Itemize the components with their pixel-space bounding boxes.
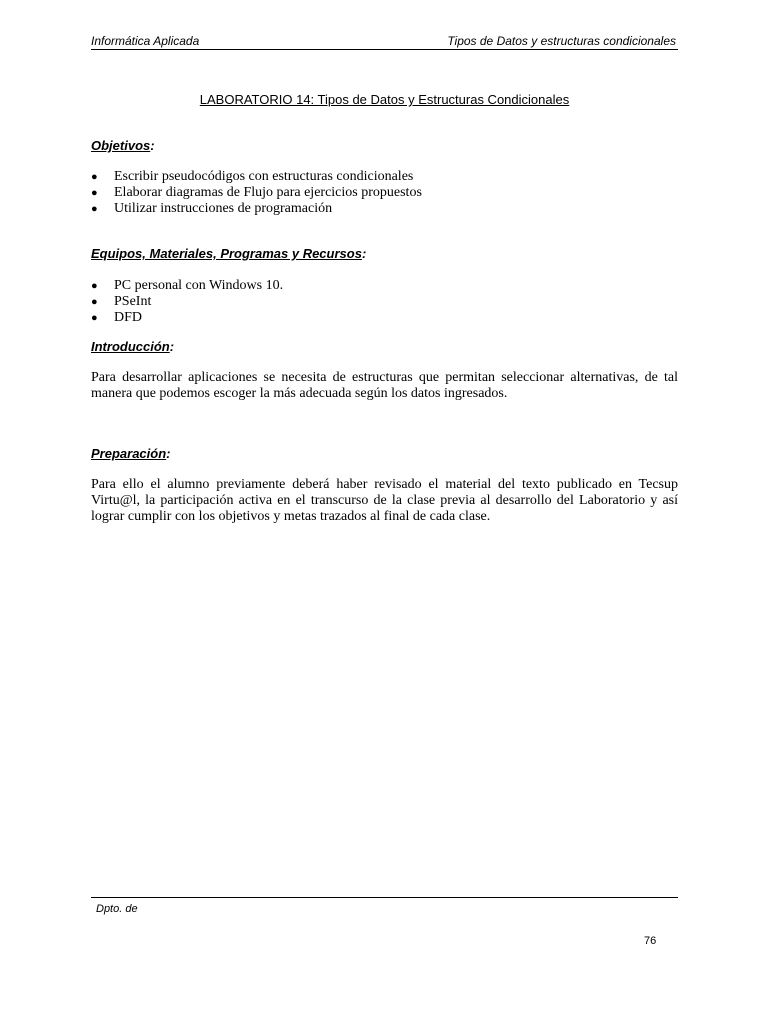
- preparacion-heading-text: Preparación: [91, 446, 167, 461]
- preparacion-heading: [91, 446, 171, 461]
- equipos-heading-text: Equipos, Materiales, Programas y Recursos: [91, 246, 362, 261]
- list-item-text: Utilizar instrucciones de programación: [114, 201, 333, 216]
- list-item: [91, 185, 422, 201]
- bullet-icon: ●: [91, 296, 98, 308]
- page-header: [91, 33, 678, 50]
- list-item-text: Elaborar diagramas de Flujo para ejercicios propuestos: [114, 185, 422, 200]
- bullet-icon: ●: [91, 203, 98, 215]
- introduccion-heading-text: Introducción: [91, 339, 170, 354]
- bullet-icon: ●: [91, 187, 98, 199]
- header-course-title: Informática Aplicada: [91, 34, 200, 48]
- list-item-text: DFD: [114, 310, 143, 325]
- bullet-icon: ●: [91, 171, 98, 183]
- equipos-list: [91, 278, 283, 326]
- page-number: 76: [644, 935, 657, 947]
- introduccion-paragraph: Para desarrollar aplicaciones se necesita de estructuras que permitan seleccionar alternativas, de tal manera que podemos escoger la más adecuada según los datos ingresados.: [91, 370, 678, 401]
- introduccion-heading-colon: :: [169, 339, 175, 354]
- list-item: [91, 294, 283, 310]
- objetivos-list: [91, 169, 422, 217]
- equipos-heading: [91, 246, 366, 261]
- preparacion-paragraph: Para ello el alumno previamente deberá haber revisado el material del texto publicado en Tecsup Virtu@l, la participación activa en el transcurso de la clase previa al desarrollo del Laboratorio y así lograr cumplir con los objetivos y metas trazados al final de cada clase.: [91, 477, 678, 524]
- objetivos-heading: [91, 138, 155, 153]
- equipos-heading-colon: :: [361, 246, 367, 261]
- list-item: [91, 310, 283, 326]
- bullet-icon: ●: [91, 280, 98, 292]
- objetivos-heading-text: Objetivos: [91, 138, 151, 153]
- header-topic-title: Tipos de Datos y estructuras condicionales: [447, 34, 676, 48]
- bullet-icon: ●: [91, 312, 98, 324]
- footer-department: Dpto. de: [96, 903, 138, 915]
- preparacion-heading-colon: :: [166, 446, 171, 461]
- list-item: [91, 278, 283, 294]
- list-item: [91, 169, 422, 185]
- objetivos-heading-colon: :: [150, 138, 155, 153]
- lab-title: LABORATORIO 14: Tipos de Datos y Estructuras Condicionales: [199, 92, 570, 107]
- footer-divider: [91, 897, 678, 898]
- list-item-text: Escribir pseudocódigos con estructuras condicionales: [114, 169, 414, 184]
- list-item-text: PC personal con Windows 10.: [114, 278, 284, 293]
- list-item: [91, 201, 422, 217]
- introduccion-heading: [91, 339, 174, 354]
- list-item-text: PSeInt: [114, 294, 152, 309]
